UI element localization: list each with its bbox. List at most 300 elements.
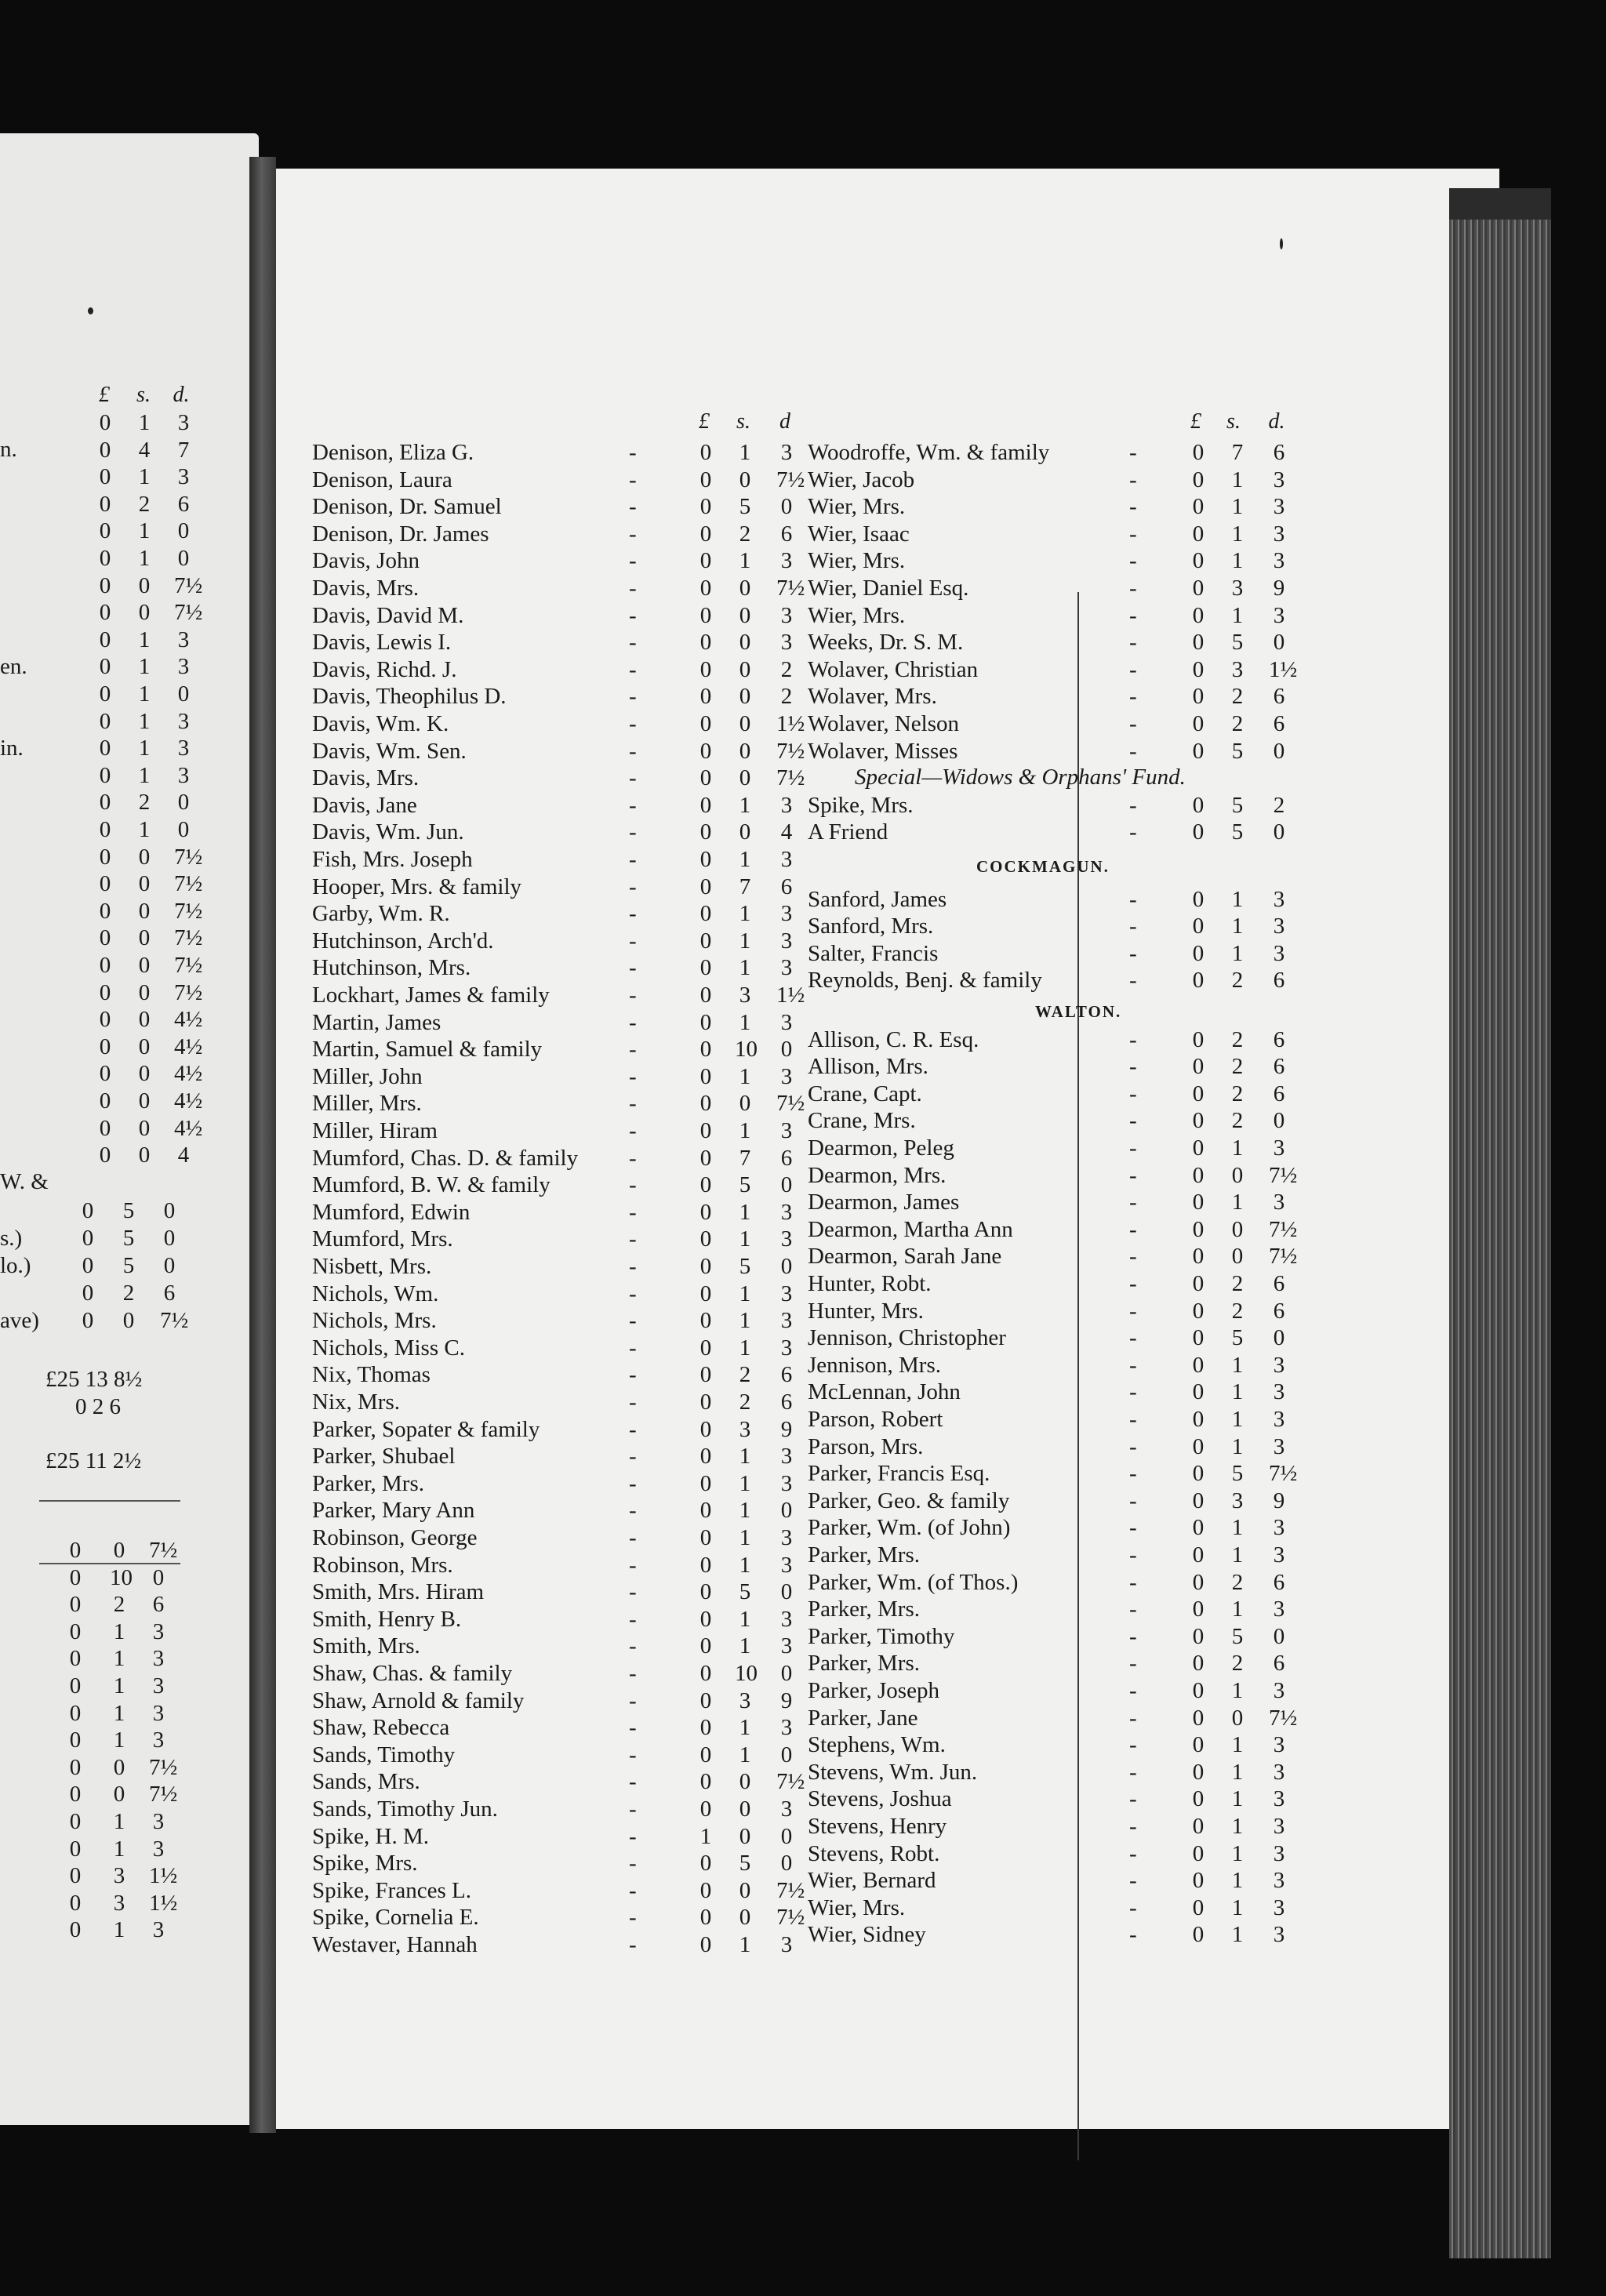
- pence-amount: 3: [780, 602, 793, 628]
- leader: -: [629, 901, 637, 927]
- pence-amount: 3: [177, 736, 190, 761]
- leader: -: [629, 1281, 637, 1306]
- pence-amount: 3: [780, 1633, 793, 1659]
- pence-amount: 6: [780, 1390, 793, 1415]
- pounds-amount: 0: [1192, 1705, 1204, 1731]
- shillings-amount: 1: [739, 1498, 751, 1524]
- shillings-amount: 0: [138, 572, 151, 598]
- pence-amount: 6: [780, 521, 793, 547]
- subscriber-name: Sands, Timothy: [312, 1742, 456, 1767]
- pounds-amount: 0: [1192, 1542, 1204, 1568]
- pence-amount: 0: [177, 817, 190, 842]
- shillings-amount: 1: [739, 1199, 751, 1225]
- ink-spot: [1280, 238, 1283, 249]
- shillings-amount: 4: [138, 437, 151, 463]
- pence-amount: 0: [780, 1037, 793, 1063]
- pence-amount: 1½: [149, 1863, 178, 1889]
- subscriber-name: Lockhart, James & family: [312, 983, 550, 1008]
- shillings-amount: 5: [122, 1226, 135, 1251]
- shillings-amount: 1: [138, 681, 151, 707]
- pence-amount: 7½: [776, 1905, 805, 1931]
- pence-amount: 6: [1273, 1026, 1285, 1052]
- leader: -: [1129, 1081, 1137, 1106]
- pence-amount: 0: [1273, 1325, 1285, 1351]
- pence-amount: 3: [780, 847, 793, 872]
- shillings-amount: 1: [1231, 1352, 1244, 1378]
- pence-amount: 6: [1273, 1651, 1285, 1677]
- pounds-amount: 0: [1192, 1108, 1204, 1134]
- leader: -: [629, 1498, 637, 1524]
- pence-amount: 3: [1273, 602, 1285, 628]
- pence-amount: 7½: [174, 871, 203, 897]
- pounds-amount: 0: [1192, 1244, 1204, 1270]
- shillings-amount: 1: [1231, 467, 1244, 492]
- pence-amount: 3: [780, 901, 793, 927]
- leader: -: [629, 602, 637, 628]
- pounds-amount: 0: [99, 979, 111, 1005]
- shillings-amount: 1: [739, 1606, 751, 1632]
- pence-amount: 3: [1273, 1814, 1285, 1839]
- leader: -: [629, 819, 637, 845]
- pounds-amount: 0: [99, 844, 111, 870]
- pounds-amount: 0: [69, 1727, 82, 1753]
- shillings-amount: 1: [113, 1809, 125, 1834]
- shillings-amount: 1: [138, 518, 151, 544]
- leader: -: [629, 1552, 637, 1578]
- pounds-amount: 0: [1192, 630, 1204, 656]
- subscriber-name: Davis, Wm. Sen.: [312, 738, 467, 764]
- pounds-amount: 0: [1192, 576, 1204, 601]
- pound-header: £: [1190, 409, 1201, 434]
- leader: -: [629, 1796, 637, 1822]
- pence-amount: 3: [1273, 1515, 1285, 1541]
- leader: -: [629, 521, 637, 547]
- shillings-amount: 0: [113, 1538, 125, 1563]
- pence-amount: 6: [177, 491, 190, 517]
- subscriber-name: Parker, Wm. (of Thos.): [808, 1569, 1019, 1595]
- total-rule: [39, 1500, 180, 1502]
- shillings-amount: 2: [739, 521, 751, 547]
- pounds-amount: 0: [1192, 1678, 1204, 1703]
- shillings-amount: 1: [1231, 1515, 1244, 1541]
- pounds-amount: 1: [699, 1823, 712, 1849]
- pence-amount: 3: [780, 1226, 793, 1252]
- pence-amount: 3: [1273, 1922, 1285, 1948]
- subscriber-name: Crane, Capt.: [808, 1081, 922, 1106]
- subscriber-name: Parker, Mrs.: [808, 1651, 921, 1677]
- shillings-amount: 1: [1231, 1922, 1244, 1948]
- shillings-amount: 1: [1231, 1759, 1244, 1785]
- pounds-amount: 0: [82, 1308, 94, 1333]
- subscriber-name: Spike, Frances L.: [312, 1877, 471, 1903]
- leader: -: [629, 983, 637, 1008]
- leader: -: [1129, 1868, 1137, 1894]
- pounds-amount: 0: [699, 928, 712, 954]
- pence-amount: 3: [780, 1118, 793, 1143]
- subscriber-name: Davis, John: [312, 548, 420, 574]
- pounds-amount: 0: [69, 1917, 82, 1943]
- pounds-amount: 0: [1192, 1054, 1204, 1080]
- leader: -: [1129, 548, 1137, 574]
- leader: -: [1129, 1542, 1137, 1568]
- shillings-amount: 1: [1231, 940, 1244, 966]
- pounds-amount: 0: [699, 1199, 712, 1225]
- leader: -: [629, 1254, 637, 1279]
- shillings-amount: 2: [1231, 968, 1244, 994]
- pence-amount: 7½: [160, 1308, 189, 1333]
- section-heading-walton: WALTON.: [1035, 1002, 1122, 1021]
- pounds-amount: 0: [699, 548, 712, 574]
- pence-amount: 3: [780, 1525, 793, 1550]
- pounds-amount: 0: [1192, 656, 1204, 682]
- shillings-amount: 1: [739, 1552, 751, 1578]
- shillings-amount: 1: [739, 1063, 751, 1089]
- pence-amount: 3: [780, 1009, 793, 1035]
- pence-amount: 1½: [776, 983, 805, 1008]
- leader: -: [629, 1226, 637, 1252]
- leader: -: [629, 1091, 637, 1117]
- pounds-amount: 0: [1192, 1162, 1204, 1188]
- pounds-amount: 0: [699, 440, 712, 465]
- leader: -: [629, 874, 637, 899]
- pence-amount: 7½: [1269, 1162, 1298, 1188]
- pounds-amount: 0: [699, 1525, 712, 1550]
- pence-amount: 3: [780, 548, 793, 574]
- pence-amount: 4½: [174, 1115, 203, 1141]
- subscriber-name: Wier, Daniel Esq.: [808, 576, 969, 601]
- shillings-amount: 0: [739, 1905, 751, 1931]
- pence-amount: 0: [177, 790, 190, 816]
- pounds-amount: 0: [1192, 1379, 1204, 1405]
- shillings-amount: 2: [122, 1281, 135, 1306]
- pounds-amount: 0: [1192, 792, 1204, 818]
- pounds-amount: 0: [1192, 819, 1204, 845]
- pounds-amount: 0: [1192, 1515, 1204, 1541]
- leader: -: [1129, 1922, 1137, 1948]
- shillings-amount: 5: [739, 1172, 751, 1198]
- pounds-amount: 0: [699, 1063, 712, 1089]
- shillings-amount: 2: [1231, 1298, 1244, 1324]
- pounds-amount: 0: [699, 494, 712, 520]
- shillings-amount: 0: [1231, 1705, 1244, 1731]
- subscriber-name: Miller, Mrs.: [312, 1091, 422, 1117]
- subscriber-name: McLennan, John: [808, 1379, 961, 1405]
- subscriber-name: Sands, Mrs.: [312, 1769, 420, 1795]
- text-fragment: ave): [0, 1308, 39, 1333]
- leader: -: [1129, 1488, 1137, 1513]
- subscriber-name: Parker, Mrs.: [312, 1470, 425, 1496]
- shillings-amount: 10: [110, 1564, 133, 1590]
- subscriber-name: Parson, Mrs.: [808, 1433, 924, 1459]
- shillings-amount: 3: [739, 1416, 751, 1442]
- pounds-amount: 0: [69, 1836, 82, 1862]
- subscriber-name: Nichols, Miss C.: [312, 1335, 465, 1361]
- subscriber-name: Parson, Robert: [808, 1407, 943, 1432]
- pence-amount: 0: [780, 1498, 793, 1524]
- pounds-amount: 0: [1192, 1732, 1204, 1758]
- shillings-amount: 1: [1231, 1597, 1244, 1622]
- leader: -: [1129, 1569, 1137, 1595]
- leader: -: [1129, 940, 1137, 966]
- pounds-amount: 0: [1192, 1271, 1204, 1296]
- shillings-amount: 7: [1231, 440, 1244, 465]
- subscriber-name: Hunter, Robt.: [808, 1271, 932, 1296]
- pounds-amount: 0: [699, 1444, 712, 1470]
- pence-amount: 0: [163, 1198, 176, 1223]
- pence-amount: 3: [780, 1715, 793, 1741]
- subscriber-name: Reynolds, Benj. & family: [808, 968, 1042, 994]
- pence-amount: 3: [780, 1470, 793, 1496]
- pence-amount: 0: [177, 518, 190, 544]
- subscriber-name: Dearmon, Sarah Jane: [808, 1244, 1002, 1270]
- pence-amount: 3: [1273, 494, 1285, 520]
- pounds-amount: 0: [69, 1564, 82, 1590]
- pence-amount: 3: [1273, 886, 1285, 912]
- leader: -: [1129, 1379, 1137, 1405]
- shillings-amount: 5: [1231, 819, 1244, 845]
- subscriber-name: Stevens, Henry: [808, 1814, 947, 1839]
- pence-amount: 9: [780, 1687, 793, 1713]
- leader: -: [629, 1823, 637, 1849]
- pounds-amount: 0: [1192, 1352, 1204, 1378]
- leader: -: [629, 440, 637, 465]
- pence-amount: 3: [1273, 1895, 1285, 1920]
- leader: -: [629, 1687, 637, 1713]
- pounds-amount: 0: [699, 792, 712, 818]
- pounds-amount: 0: [1192, 1190, 1204, 1215]
- pence-amount: 7½: [776, 1769, 805, 1795]
- leader: -: [629, 1525, 637, 1550]
- subscriber-name: Parker, Mrs.: [808, 1597, 921, 1622]
- leader: -: [629, 928, 637, 954]
- leader: -: [1129, 602, 1137, 628]
- pounds-amount: 0: [99, 953, 111, 978]
- pounds-amount: 0: [69, 1890, 82, 1916]
- shillings-amount: 2: [113, 1592, 125, 1618]
- subscriber-name: Denison, Laura: [312, 467, 452, 492]
- pence-amount: 3: [152, 1673, 165, 1698]
- subscriber-name: Smith, Henry B.: [312, 1606, 462, 1632]
- pounds-amount: 0: [1192, 548, 1204, 574]
- pounds-amount: 0: [1192, 1786, 1204, 1812]
- pence-amount: 7½: [776, 765, 805, 791]
- leader: -: [1129, 656, 1137, 682]
- text-fragment: n.: [0, 437, 17, 462]
- pence-amount: 6: [1273, 711, 1285, 736]
- leader: -: [1129, 1298, 1137, 1324]
- shillings-amount: 1: [1231, 1190, 1244, 1215]
- pounds-amount: 0: [99, 491, 111, 517]
- shillings-amount: 1: [1231, 521, 1244, 547]
- subscriber-name: Wier, Mrs.: [808, 1895, 906, 1920]
- section-heading-cockmagun: COCKMAGUN.: [976, 857, 1110, 876]
- shillings-amount: 1: [113, 1646, 125, 1672]
- shillings-amount: 1: [739, 1009, 751, 1035]
- pence-amount: 9: [1273, 576, 1285, 601]
- leader: -: [629, 1905, 637, 1931]
- leader: -: [1129, 792, 1137, 818]
- shillings-amount: 1: [739, 1444, 751, 1470]
- leader: -: [1129, 576, 1137, 601]
- pence-amount: 7½: [776, 467, 805, 492]
- pounds-amount: 0: [699, 1769, 712, 1795]
- pence-amount: 0: [780, 1254, 793, 1279]
- shillings-amount: 1: [138, 464, 151, 490]
- leader: -: [629, 1063, 637, 1089]
- leader: -: [629, 1390, 637, 1415]
- pence-amount: 7: [177, 437, 190, 463]
- subscriber-name: Spike, Mrs.: [808, 792, 914, 818]
- pounds-amount: 0: [1192, 684, 1204, 710]
- pence-amount: 7½: [174, 898, 203, 924]
- pounds-amount: 0: [699, 1390, 712, 1415]
- subscriber-name: Wolaver, Misses: [808, 738, 958, 764]
- pounds-amount: 0: [699, 1552, 712, 1578]
- pounds-amount: 0: [69, 1700, 82, 1726]
- pounds-amount: 0: [699, 656, 712, 682]
- shillings-amount: 0: [138, 1007, 151, 1033]
- pence-amount: 7½: [174, 979, 203, 1005]
- pounds-amount: 0: [82, 1253, 94, 1278]
- shillings-amount: 2: [1231, 1054, 1244, 1080]
- shillings-amount: 1: [739, 1308, 751, 1334]
- pence-amount: 3: [1273, 914, 1285, 939]
- pence-amount: 3: [780, 955, 793, 981]
- pence-amount: 3: [1273, 1840, 1285, 1866]
- pence-amount: 3: [1273, 1352, 1285, 1378]
- shillings-amount: 1: [1231, 494, 1244, 520]
- shillings-amount: 5: [1231, 792, 1244, 818]
- shillings-amount: 1: [1231, 1542, 1244, 1568]
- subscriber-name: Spike, H. M.: [312, 1823, 430, 1849]
- shillings-amount: 0: [138, 871, 151, 897]
- subscriber-name: Mumford, Mrs.: [312, 1226, 453, 1252]
- shillings-amount: 1: [138, 736, 151, 761]
- shillings-amount: 0: [113, 1782, 125, 1807]
- pounds-amount: 0: [699, 1226, 712, 1252]
- pounds-amount: 0: [69, 1863, 82, 1889]
- leader: -: [1129, 1026, 1137, 1052]
- pounds-amount: 0: [99, 518, 111, 544]
- leader: -: [629, 1633, 637, 1659]
- subscriber-name: Denison, Dr. James: [312, 521, 489, 547]
- pound-header: £: [699, 409, 710, 434]
- subscriber-name: Wolaver, Christian: [808, 656, 979, 682]
- pounds-amount: 0: [99, 1143, 111, 1168]
- subscriber-name: Parker, Mary Ann: [312, 1498, 475, 1524]
- leader: -: [629, 1742, 637, 1767]
- pounds-amount: 0: [1192, 1135, 1204, 1161]
- shillings-amount: 2: [1231, 711, 1244, 736]
- pounds-amount: 0: [1192, 940, 1204, 966]
- leader: -: [629, 955, 637, 981]
- pence-amount: 0: [1273, 630, 1285, 656]
- pounds-amount: 0: [1192, 1026, 1204, 1052]
- subscriber-name: Shaw, Rebecca: [312, 1715, 450, 1741]
- leader: -: [1129, 1108, 1137, 1134]
- text-fragment: lo.): [0, 1253, 31, 1278]
- shillings-amount: 3: [1231, 576, 1244, 601]
- subscriber-name: Mumford, Chas. D. & family: [312, 1145, 579, 1171]
- subscriber-name: Davis, Lewis I.: [312, 630, 452, 656]
- pence-amount: 3: [1273, 1759, 1285, 1785]
- pounds-amount: 0: [699, 1579, 712, 1605]
- leader: -: [1129, 494, 1137, 520]
- pence-amount: 3: [1273, 1868, 1285, 1894]
- pounds-amount: 0: [99, 790, 111, 816]
- leader: -: [629, 1661, 637, 1686]
- pounds-amount: 0: [699, 1905, 712, 1931]
- subscriber-name: Hunter, Mrs.: [808, 1298, 924, 1324]
- leader: -: [629, 1877, 637, 1903]
- pence-amount: 3: [1273, 467, 1285, 492]
- subscriber-name: Nichols, Mrs.: [312, 1308, 437, 1334]
- pence-header: d.: [1268, 409, 1285, 434]
- subscriber-name: Woodroffe, Wm. & family: [808, 440, 1050, 465]
- pence-amount: 3: [780, 1063, 793, 1089]
- pence-amount: 6: [1273, 684, 1285, 710]
- leader: -: [1129, 684, 1137, 710]
- subscriber-name: Allison, C. R. Esq.: [808, 1026, 979, 1052]
- pence-amount: 7½: [776, 1877, 805, 1903]
- column-divider: [1077, 592, 1079, 2160]
- pence-amount: 7½: [1269, 1461, 1298, 1487]
- pence-amount: 3: [780, 440, 793, 465]
- shillings-amount: 0: [739, 1796, 751, 1822]
- text-fragment: in.: [0, 736, 24, 761]
- shillings-amount: 0: [1231, 1216, 1244, 1242]
- shillings-amount: 5: [739, 1851, 751, 1876]
- pounds-amount: 0: [82, 1226, 94, 1251]
- pounds-amount: 0: [1192, 1597, 1204, 1622]
- pence-amount: 4½: [174, 1088, 203, 1113]
- pence-amount: 3: [1273, 548, 1285, 574]
- pounds-amount: 0: [1192, 738, 1204, 764]
- leader: -: [629, 548, 637, 574]
- shillings-amount: 0: [122, 1308, 135, 1333]
- text-fragment: s.): [0, 1226, 23, 1251]
- subscriber-name: Parker, Timothy: [808, 1623, 955, 1649]
- pence-amount: 7½: [149, 1754, 178, 1780]
- leader: -: [629, 656, 637, 682]
- shillings-amount: 0: [739, 656, 751, 682]
- pence-amount: 6: [1273, 968, 1285, 994]
- pounds-amount: 0: [699, 1851, 712, 1876]
- subscriber-name: Nisbett, Mrs.: [312, 1254, 432, 1279]
- leader: -: [629, 1172, 637, 1198]
- shillings-amount: 2: [1231, 1026, 1244, 1052]
- page-edges: [1449, 188, 1551, 2258]
- pence-amount: 0: [780, 1172, 793, 1198]
- pounds-amount: 0: [69, 1592, 82, 1618]
- shillings-amount: 1: [113, 1700, 125, 1726]
- pounds-amount: 0: [82, 1198, 94, 1223]
- shillings-amount: 0: [739, 1091, 751, 1117]
- shillings-amount: 0: [739, 630, 751, 656]
- subscriber-name: Shaw, Chas. & family: [312, 1661, 513, 1686]
- shillings-amount: 1: [138, 627, 151, 652]
- subscriber-name: Sanford, James: [808, 886, 947, 912]
- shillings-amount: 0: [138, 1034, 151, 1059]
- pounds-amount: 0: [69, 1618, 82, 1644]
- pounds-amount: 0: [1192, 1623, 1204, 1649]
- pounds-amount: 0: [69, 1538, 82, 1563]
- shilling-header: s.: [136, 383, 151, 407]
- shillings-amount: 0: [1231, 1244, 1244, 1270]
- pence-amount: 0: [1273, 738, 1285, 764]
- shillings-amount: 1: [1231, 1840, 1244, 1866]
- pence-amount: 3: [1273, 1407, 1285, 1432]
